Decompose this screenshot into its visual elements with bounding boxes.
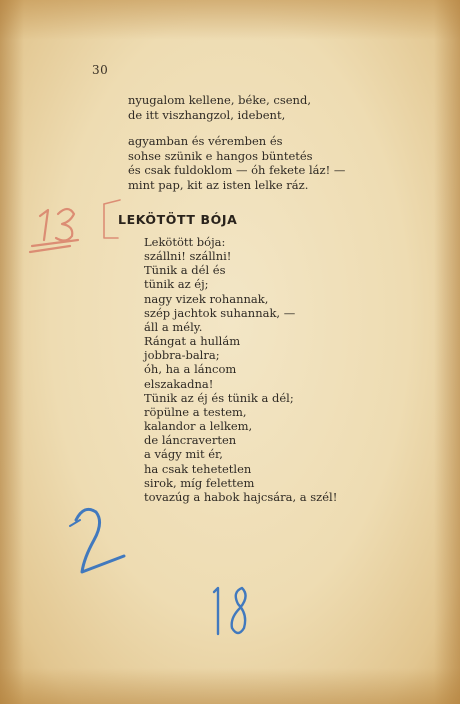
verse-line: tovazúg a habok hajcsára, a szél! (144, 489, 338, 504)
verse-line: óh, ha a láncom (144, 362, 237, 377)
verse-line: jobbra-balra; (144, 348, 220, 363)
page-number: 30 (92, 63, 109, 77)
verse-line: elszakadna! (144, 376, 214, 391)
verse-line: röpülne a testem, (144, 404, 247, 419)
verse-line: sirok, míg felettem (144, 475, 255, 490)
verse-line: nyugalom kellene, béke, csend, (128, 93, 311, 107)
paper-stain-top (0, 0, 460, 40)
poem-title: LEKÖTÖTT BÓJA (118, 212, 238, 227)
verse-line: de itt viszhangzol, idebent, (128, 107, 286, 122)
verse-line: kalandor a lelkem, (144, 419, 253, 434)
verse-line: nagy vizek rohannak, (144, 291, 269, 306)
verse-line: Rángat a hullám (144, 334, 241, 349)
verse-line: Lekötött bója: (144, 235, 226, 249)
verse-line: és csak fuldoklom — óh fekete láz! — (128, 163, 346, 178)
verse-line: áll a mély. (144, 319, 203, 334)
red-pencil-number-mark (22, 194, 122, 260)
stanza (128, 93, 311, 122)
paper-stain-right (434, 0, 460, 704)
verse-line: Tünik a dél és (144, 263, 226, 278)
verse-line: a vágy mit ér, (144, 447, 223, 462)
blue-ink-small-number-mark (204, 578, 260, 642)
verse-line: agyamban és véremben és (128, 134, 283, 148)
verse-line: de láncraverten (144, 433, 237, 448)
stanza (128, 134, 345, 192)
paper-stain-left (0, 0, 24, 704)
paper-stain-bottom (0, 668, 460, 704)
verse-line: szállni! szállni! (144, 249, 232, 264)
blue-ink-number-mark (62, 500, 132, 584)
poem-body (144, 235, 337, 504)
verse-line: ha csak tehetetlen (144, 461, 252, 476)
verse-line: tünik az éj; (144, 277, 209, 292)
verse-line: Tünik az éj és tünik a dél; (144, 390, 294, 405)
verse-line: szép jachtok suhannak, — (144, 305, 296, 320)
verse-line: mint pap, kit az isten lelke ráz. (128, 177, 309, 192)
verse-line: sohse szünik e hangos büntetés (128, 148, 313, 163)
